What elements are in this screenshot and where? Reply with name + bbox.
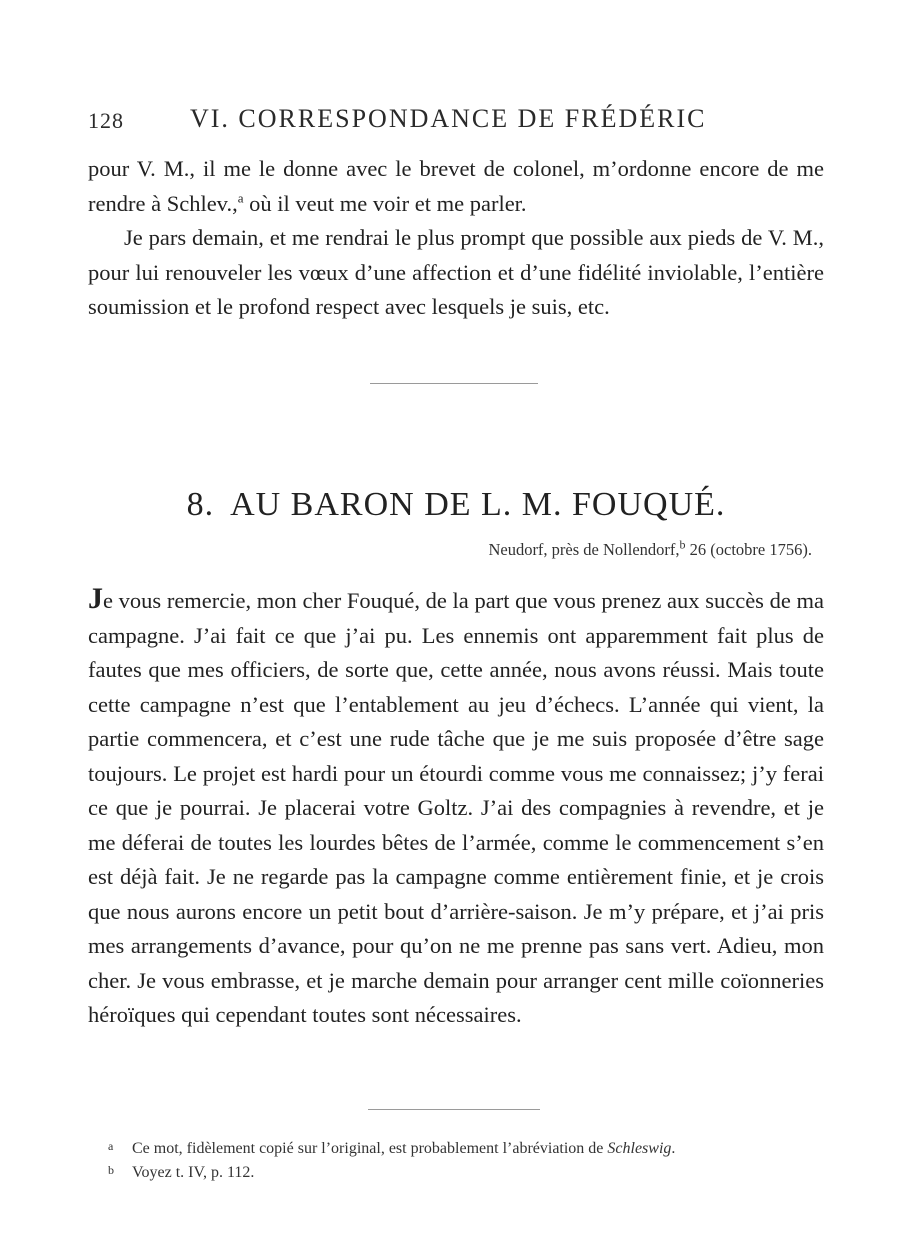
footnote-a bbox=[108, 1137, 824, 1161]
footnotes bbox=[108, 1137, 824, 1185]
previous-letter-ending bbox=[88, 152, 824, 325]
footnote-ref-b[interactable]: b bbox=[679, 537, 686, 552]
footnote-b bbox=[108, 1161, 824, 1185]
dateline-date: 26 (octobre 1756). bbox=[685, 540, 812, 559]
paragraph-text: où il veut me voir et me parler. bbox=[243, 190, 527, 216]
letter-number: 8. bbox=[186, 486, 215, 523]
footnote-ref-a[interactable]: a bbox=[237, 190, 244, 205]
drop-cap: J bbox=[88, 582, 103, 615]
running-head bbox=[88, 104, 824, 140]
section-divider bbox=[370, 383, 538, 384]
paragraph bbox=[88, 152, 824, 221]
paragraph bbox=[88, 584, 824, 1033]
paragraph: Je pars demain, et me rendrai le plus prompt que possible aux pieds de V. M., pour lui renouveler les vœux d’une affection et d’une fidélité inviolable, l’entière soumission et le profond respect avec lesquels je suis, etc. bbox=[88, 225, 824, 319]
letter-body bbox=[88, 584, 824, 1033]
paragraph-text: pour V. M., il me le donne avec le brevet de colonel, m’ordonne encore de me rendre à Schlev., bbox=[88, 156, 824, 216]
footnote-end: . bbox=[671, 1140, 676, 1157]
dateline-place: Neudorf, près de Nollendorf, bbox=[488, 540, 680, 559]
footnote-mark: b bbox=[108, 1163, 114, 1177]
footnote-divider bbox=[368, 1109, 540, 1110]
page-number: 128 bbox=[88, 108, 124, 133]
footnote-text: Ce mot, fidèlement copié sur l’original, est probablement l’abréviation de bbox=[132, 1140, 608, 1157]
letter-dateline bbox=[488, 537, 812, 560]
footnote-italic-term: Schleswig bbox=[607, 1140, 672, 1157]
running-head-title: VI. CORRESPONDANCE DE FRÉDÉRIC bbox=[190, 104, 707, 133]
paragraph-text: e vous remercie, mon cher Fouqué, de la part que vous prenez aux succès de ma campagne. J’ai fait ce que j’ai pu. Les ennemis ont apparemment fait plus de fautes que mes officiers, de sorte que, cette année, nous avons réussi. Mais toute cette campagne n’est que l’entablement au jeu d’échecs. L’année qui vient, la partie commencera, et c’est une rude tâche que je me suis proposée d’être sage toujours. Le projet est hardi pour un étourdi comme vous me connaissez; j’y ferai ce que je pourrai. Je placerai votre Goltz. J’ai des compagnies à revendre, et je me déferai de toutes les lourdes bêtes de l’armée, comme le commencement s’en est déjà fait. Je ne regarde pas la campagne comme entièrement finie, et je crois que nous aurons encore un petit bout d’arrière-saison. Je m’y prépare, et j’ai pris mes arrangements d’avance, pour qu’on ne me prenne pas sans vert. Adieu, mon cher. Je vous embrasse, et je marche demain pour arranger cent mille coïonneries héroïques qui cependant toutes sont nécessaires. bbox=[88, 588, 824, 1027]
footnote-text: Voyez t. IV, p. 112. bbox=[132, 1164, 255, 1181]
footnote-mark: a bbox=[108, 1139, 114, 1153]
letter-title: AU BARON DE L. M. FOUQUÉ. bbox=[230, 486, 726, 523]
letter-heading bbox=[88, 486, 824, 524]
